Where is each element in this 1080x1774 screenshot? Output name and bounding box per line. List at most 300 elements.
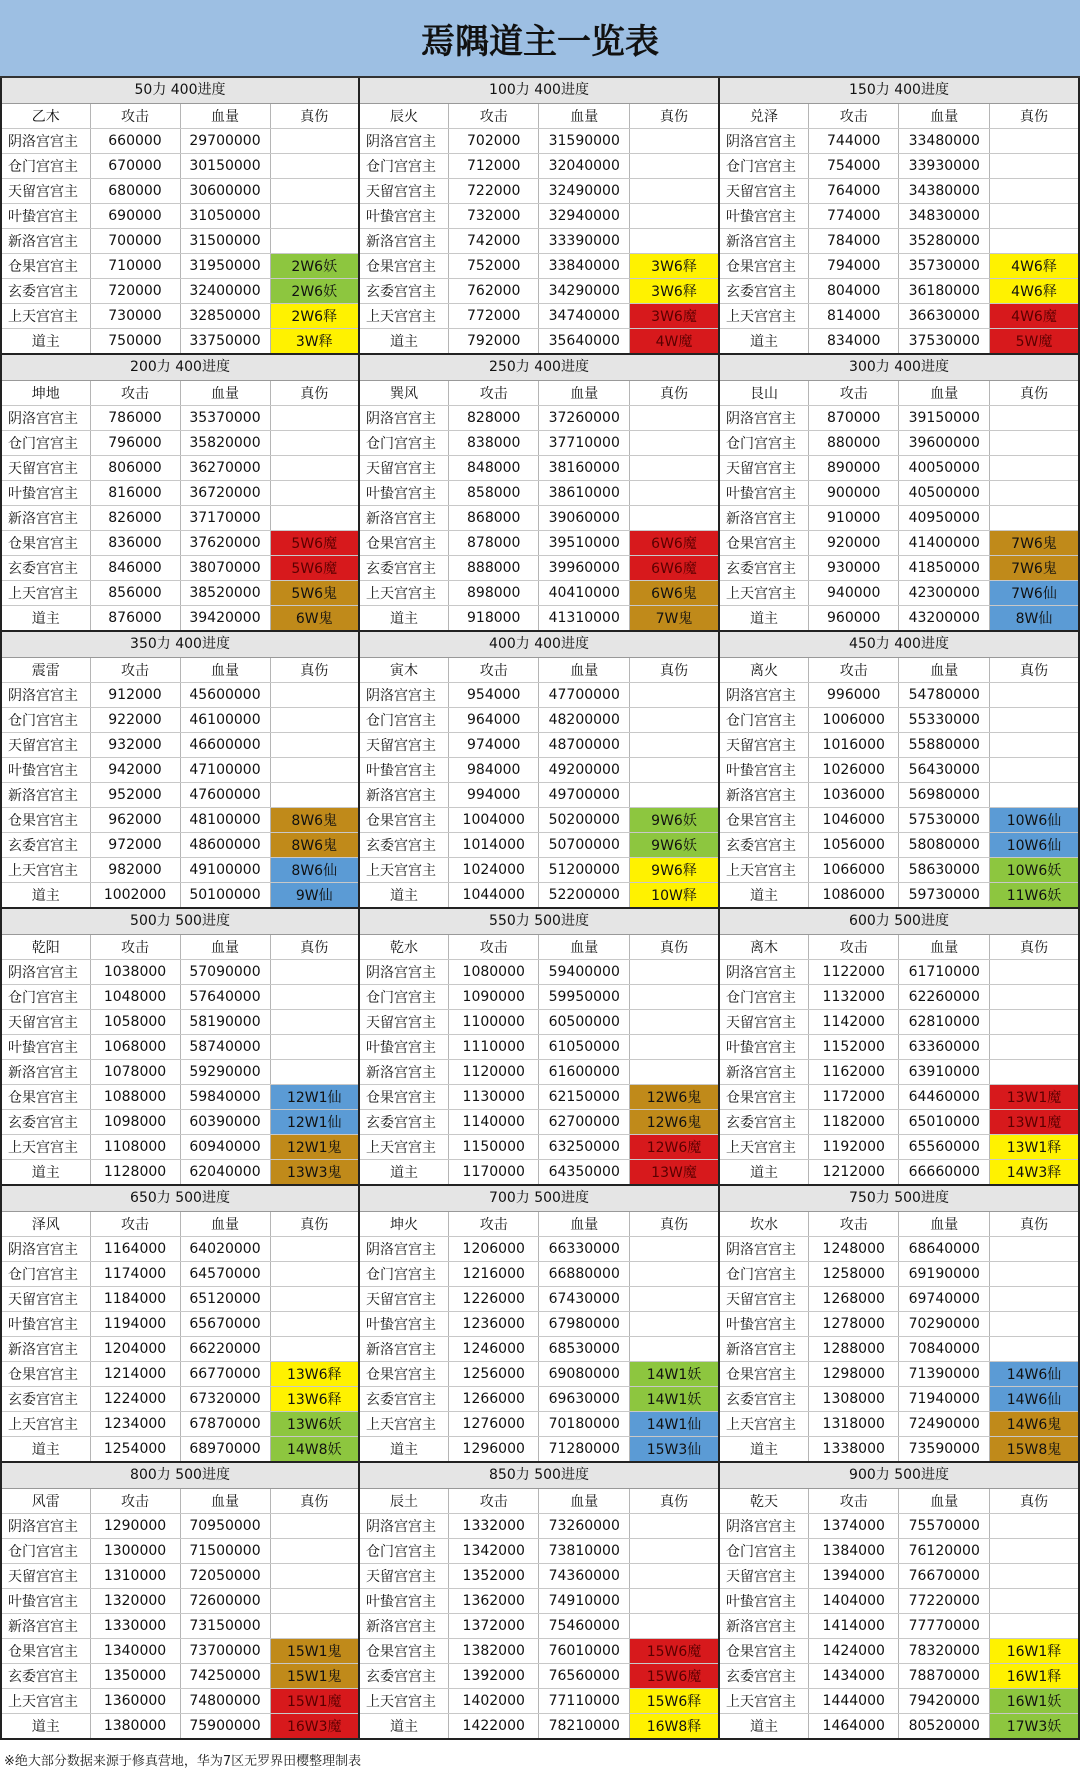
table-row bbox=[720, 1262, 1078, 1287]
hp-cell: 36720000 bbox=[180, 481, 270, 506]
attack-cell: 722000 bbox=[448, 179, 539, 204]
hp-cell: 73810000 bbox=[539, 1539, 630, 1564]
attack-cell: 930000 bbox=[808, 556, 899, 581]
palace-name-cell: 新洛宫宫主 bbox=[720, 1614, 808, 1639]
true-damage-cell: 2W6妖 bbox=[270, 254, 358, 279]
attack-cell: 1170000 bbox=[448, 1160, 539, 1185]
table-row bbox=[360, 783, 718, 808]
true-damage-cell bbox=[270, 1312, 358, 1337]
table-row bbox=[360, 960, 718, 985]
table-row bbox=[2, 808, 358, 833]
palace-name-cell: 上天宫宫主 bbox=[360, 1689, 448, 1714]
palace-name-cell: 玄委宫宫主 bbox=[2, 279, 90, 304]
hp-cell: 74360000 bbox=[539, 1564, 630, 1589]
true-damage-header: 真伤 bbox=[989, 658, 1078, 683]
hp-cell: 73260000 bbox=[539, 1514, 630, 1539]
palace-name-cell: 新洛宫宫主 bbox=[360, 229, 448, 254]
attack-cell: 1382000 bbox=[448, 1639, 539, 1664]
true-damage-cell bbox=[629, 758, 718, 783]
true-damage-cell bbox=[989, 1035, 1078, 1060]
table-row bbox=[2, 254, 358, 279]
table-row bbox=[2, 556, 358, 581]
hp-cell: 73700000 bbox=[180, 1639, 270, 1664]
true-damage-cell: 13W1魔 bbox=[989, 1110, 1078, 1135]
true-damage-cell: 12W6魔 bbox=[629, 1135, 718, 1160]
palace-name-cell: 天留宫宫主 bbox=[360, 1564, 448, 1589]
boss-block bbox=[720, 78, 1080, 355]
hp-cell: 36630000 bbox=[899, 304, 990, 329]
hp-cell: 35640000 bbox=[539, 329, 630, 354]
table-row bbox=[2, 1010, 358, 1035]
palace-name-cell: 道主 bbox=[720, 606, 808, 631]
palace-name-cell: 玄委宫宫主 bbox=[2, 1387, 90, 1412]
table-row bbox=[360, 1287, 718, 1312]
palace-name-cell: 阴洛宫宫主 bbox=[360, 960, 448, 985]
true-damage-cell bbox=[989, 960, 1078, 985]
attack-cell: 994000 bbox=[448, 783, 539, 808]
true-damage-cell: 10W释 bbox=[629, 883, 718, 908]
attack-cell: 1128000 bbox=[90, 1160, 180, 1185]
table-row bbox=[720, 129, 1078, 154]
attack-cell: 1024000 bbox=[448, 858, 539, 883]
boss-stats-table bbox=[2, 658, 358, 907]
true-damage-cell bbox=[270, 683, 358, 708]
attack-cell: 1320000 bbox=[90, 1589, 180, 1614]
attack-cell: 772000 bbox=[448, 304, 539, 329]
hp-cell: 59400000 bbox=[539, 960, 630, 985]
table-header-row bbox=[720, 104, 1078, 129]
attack-cell: 1142000 bbox=[808, 1010, 899, 1035]
table-row bbox=[360, 833, 718, 858]
table-row bbox=[360, 304, 718, 329]
table-row bbox=[360, 431, 718, 456]
palace-name-cell: 天留宫宫主 bbox=[720, 1010, 808, 1035]
hp-cell: 36270000 bbox=[180, 456, 270, 481]
true-damage-cell bbox=[629, 1287, 718, 1312]
palace-name-cell: 阴洛宫宫主 bbox=[2, 1514, 90, 1539]
palace-name-cell: 仓门宫宫主 bbox=[2, 1262, 90, 1287]
table-header-row bbox=[720, 381, 1078, 406]
attack-cell: 1036000 bbox=[808, 783, 899, 808]
true-damage-cell bbox=[270, 154, 358, 179]
hp-cell: 67870000 bbox=[180, 1412, 270, 1437]
table-row bbox=[2, 708, 358, 733]
table-row bbox=[360, 1010, 718, 1035]
boss-block bbox=[360, 909, 720, 1186]
attack-cell: 1088000 bbox=[90, 1085, 180, 1110]
attack-cell: 792000 bbox=[448, 329, 539, 354]
boss-block bbox=[720, 355, 1080, 632]
element-name-header: 离火 bbox=[720, 658, 808, 683]
hp-cell: 57640000 bbox=[180, 985, 270, 1010]
true-damage-cell: 5W6魔 bbox=[270, 556, 358, 581]
element-name-header: 兑泽 bbox=[720, 104, 808, 129]
palace-name-cell: 叶蛰宫宫主 bbox=[2, 758, 90, 783]
table-row bbox=[2, 1035, 358, 1060]
block-header: 350力 400进度 bbox=[2, 632, 358, 658]
block-header: 50力 400进度 bbox=[2, 78, 358, 104]
true-damage-cell bbox=[989, 481, 1078, 506]
palace-name-cell: 新洛宫宫主 bbox=[360, 506, 448, 531]
palace-name-cell: 上天宫宫主 bbox=[360, 581, 448, 606]
hp-cell: 62700000 bbox=[539, 1110, 630, 1135]
table-row bbox=[360, 808, 718, 833]
attack-cell: 1120000 bbox=[448, 1060, 539, 1085]
hp-cell: 41400000 bbox=[899, 531, 990, 556]
element-name-header: 风雷 bbox=[2, 1489, 90, 1514]
table-row bbox=[360, 1085, 718, 1110]
boss-stats-table bbox=[360, 381, 718, 630]
hp-cell: 32400000 bbox=[180, 279, 270, 304]
attack-cell: 876000 bbox=[90, 606, 180, 631]
block-header: 200力 400进度 bbox=[2, 355, 358, 381]
true-damage-cell bbox=[629, 1262, 718, 1287]
true-damage-cell bbox=[989, 406, 1078, 431]
table-row bbox=[360, 1564, 718, 1589]
attack-cell: 1090000 bbox=[448, 985, 539, 1010]
palace-name-cell: 新洛宫宫主 bbox=[720, 783, 808, 808]
attack-cell: 702000 bbox=[448, 129, 539, 154]
hp-cell: 70290000 bbox=[899, 1312, 990, 1337]
table-row bbox=[2, 833, 358, 858]
attack-cell: 1338000 bbox=[808, 1437, 899, 1462]
true-damage-cell: 13W6释 bbox=[270, 1387, 358, 1412]
hp-cell: 60940000 bbox=[180, 1135, 270, 1160]
hp-cell: 49700000 bbox=[539, 783, 630, 808]
attack-cell: 846000 bbox=[90, 556, 180, 581]
hp-cell: 66660000 bbox=[899, 1160, 990, 1185]
true-damage-cell bbox=[270, 431, 358, 456]
palace-name-cell: 叶蛰宫宫主 bbox=[360, 481, 448, 506]
element-name-header: 辰火 bbox=[360, 104, 448, 129]
boss-stats-table bbox=[2, 935, 358, 1184]
block-header: 500力 500进度 bbox=[2, 909, 358, 935]
attack-cell: 1362000 bbox=[448, 1589, 539, 1614]
block-header: 150力 400进度 bbox=[720, 78, 1078, 104]
palace-name-cell: 玄委宫宫主 bbox=[360, 279, 448, 304]
palace-name-cell: 仓果宫宫主 bbox=[720, 1362, 808, 1387]
true-damage-cell bbox=[629, 1337, 718, 1362]
attack-cell: 710000 bbox=[90, 254, 180, 279]
table-row bbox=[720, 883, 1078, 908]
attack-header: 攻击 bbox=[808, 104, 899, 129]
true-damage-cell bbox=[270, 1010, 358, 1035]
true-damage-cell: 12W6鬼 bbox=[629, 1110, 718, 1135]
table-row bbox=[720, 1564, 1078, 1589]
table-row bbox=[360, 329, 718, 354]
palace-name-cell: 天留宫宫主 bbox=[2, 1287, 90, 1312]
palace-name-cell: 叶蛰宫宫主 bbox=[720, 1589, 808, 1614]
table-row bbox=[2, 606, 358, 631]
attack-cell: 1298000 bbox=[808, 1362, 899, 1387]
palace-name-cell: 阴洛宫宫主 bbox=[2, 406, 90, 431]
true-damage-cell bbox=[270, 204, 358, 229]
boss-stats-table bbox=[720, 658, 1078, 907]
true-damage-header: 真伤 bbox=[629, 1489, 718, 1514]
true-damage-cell: 16W8释 bbox=[629, 1714, 718, 1739]
attack-cell: 1056000 bbox=[808, 833, 899, 858]
true-damage-cell: 13W魔 bbox=[629, 1160, 718, 1185]
attack-cell: 960000 bbox=[808, 606, 899, 631]
palace-name-cell: 天留宫宫主 bbox=[2, 179, 90, 204]
palace-name-cell: 叶蛰宫宫主 bbox=[360, 1312, 448, 1337]
true-damage-cell bbox=[989, 783, 1078, 808]
element-name-header: 艮山 bbox=[720, 381, 808, 406]
true-damage-cell bbox=[270, 1564, 358, 1589]
attack-cell: 922000 bbox=[90, 708, 180, 733]
attack-cell: 1046000 bbox=[808, 808, 899, 833]
hp-cell: 78870000 bbox=[899, 1664, 990, 1689]
palace-name-cell: 新洛宫宫主 bbox=[2, 1614, 90, 1639]
palace-name-cell: 上天宫宫主 bbox=[2, 1689, 90, 1714]
palace-name-cell: 仓果宫宫主 bbox=[360, 1639, 448, 1664]
true-damage-cell: 14W1妖 bbox=[629, 1387, 718, 1412]
table-row bbox=[720, 279, 1078, 304]
hp-cell: 73590000 bbox=[899, 1437, 990, 1462]
attack-cell: 794000 bbox=[808, 254, 899, 279]
palace-name-cell: 新洛宫宫主 bbox=[720, 229, 808, 254]
table-header-row bbox=[2, 1212, 358, 1237]
true-damage-cell: 16W1释 bbox=[989, 1664, 1078, 1689]
palace-name-cell: 天留宫宫主 bbox=[720, 733, 808, 758]
attack-header: 攻击 bbox=[448, 1212, 539, 1237]
palace-name-cell: 新洛宫宫主 bbox=[720, 506, 808, 531]
attack-header: 攻击 bbox=[448, 381, 539, 406]
table-header-row bbox=[360, 1212, 718, 1237]
hp-cell: 70840000 bbox=[899, 1337, 990, 1362]
table-row bbox=[360, 129, 718, 154]
block-row bbox=[0, 1463, 1080, 1740]
attack-cell: 962000 bbox=[90, 808, 180, 833]
attack-cell: 964000 bbox=[448, 708, 539, 733]
table-row bbox=[720, 456, 1078, 481]
palace-name-cell: 仓门宫宫主 bbox=[720, 985, 808, 1010]
table-row bbox=[360, 1412, 718, 1437]
hp-header: 血量 bbox=[899, 1212, 990, 1237]
attack-cell: 1212000 bbox=[808, 1160, 899, 1185]
table-row bbox=[360, 1437, 718, 1462]
palace-name-cell: 道主 bbox=[720, 1714, 808, 1739]
palace-name-cell: 阴洛宫宫主 bbox=[2, 129, 90, 154]
attack-cell: 834000 bbox=[808, 329, 899, 354]
palace-name-cell: 天留宫宫主 bbox=[720, 456, 808, 481]
attack-cell: 1048000 bbox=[90, 985, 180, 1010]
hp-cell: 67320000 bbox=[180, 1387, 270, 1412]
true-damage-cell: 12W1仙 bbox=[270, 1085, 358, 1110]
hp-cell: 57530000 bbox=[899, 808, 990, 833]
true-damage-cell: 2W6妖 bbox=[270, 279, 358, 304]
attack-cell: 1068000 bbox=[90, 1035, 180, 1060]
palace-name-cell: 上天宫宫主 bbox=[2, 581, 90, 606]
palace-name-cell: 仓果宫宫主 bbox=[360, 254, 448, 279]
true-damage-cell bbox=[989, 1060, 1078, 1085]
palace-name-cell: 仓门宫宫主 bbox=[360, 1539, 448, 1564]
true-damage-cell bbox=[270, 229, 358, 254]
table-row bbox=[2, 1412, 358, 1437]
true-damage-cell: 15W6释 bbox=[629, 1689, 718, 1714]
true-damage-cell bbox=[989, 708, 1078, 733]
hp-cell: 64460000 bbox=[899, 1085, 990, 1110]
true-damage-cell: 14W6仙 bbox=[989, 1362, 1078, 1387]
hp-cell: 32940000 bbox=[539, 204, 630, 229]
table-row bbox=[720, 683, 1078, 708]
true-damage-cell bbox=[270, 1262, 358, 1287]
table-row bbox=[2, 1387, 358, 1412]
hp-cell: 33750000 bbox=[180, 329, 270, 354]
attack-cell: 1016000 bbox=[808, 733, 899, 758]
true-damage-cell: 9W6妖 bbox=[629, 833, 718, 858]
true-damage-cell bbox=[629, 1589, 718, 1614]
true-damage-cell bbox=[989, 179, 1078, 204]
attack-cell: 880000 bbox=[808, 431, 899, 456]
palace-name-cell: 阴洛宫宫主 bbox=[2, 683, 90, 708]
attack-cell: 838000 bbox=[448, 431, 539, 456]
table-row bbox=[2, 1110, 358, 1135]
table-row bbox=[720, 1060, 1078, 1085]
true-damage-header: 真伤 bbox=[270, 658, 358, 683]
boss-block bbox=[720, 632, 1080, 909]
table-row bbox=[720, 1337, 1078, 1362]
attack-header: 攻击 bbox=[448, 935, 539, 960]
hp-cell: 40500000 bbox=[899, 481, 990, 506]
attack-cell: 826000 bbox=[90, 506, 180, 531]
hp-cell: 67430000 bbox=[539, 1287, 630, 1312]
block-row bbox=[0, 632, 1080, 909]
true-damage-cell: 15W1鬼 bbox=[270, 1664, 358, 1689]
hp-cell: 39150000 bbox=[899, 406, 990, 431]
table-row bbox=[720, 204, 1078, 229]
block-header: 900力 500进度 bbox=[720, 1463, 1078, 1489]
palace-name-cell: 仓果宫宫主 bbox=[2, 1362, 90, 1387]
attack-cell: 1182000 bbox=[808, 1110, 899, 1135]
table-row bbox=[720, 254, 1078, 279]
hp-cell: 74800000 bbox=[180, 1689, 270, 1714]
table-row bbox=[360, 556, 718, 581]
table-row bbox=[720, 1085, 1078, 1110]
palace-name-cell: 仓果宫宫主 bbox=[720, 1639, 808, 1664]
attack-cell: 1352000 bbox=[448, 1564, 539, 1589]
boss-block bbox=[360, 355, 720, 632]
palace-name-cell: 玄委宫宫主 bbox=[360, 833, 448, 858]
true-damage-cell bbox=[989, 683, 1078, 708]
table-row bbox=[720, 229, 1078, 254]
palace-name-cell: 仓果宫宫主 bbox=[360, 1362, 448, 1387]
true-damage-cell: 4W6释 bbox=[989, 279, 1078, 304]
palace-name-cell: 叶蛰宫宫主 bbox=[720, 204, 808, 229]
true-damage-cell: 5W6魔 bbox=[270, 531, 358, 556]
hp-cell: 61600000 bbox=[539, 1060, 630, 1085]
palace-name-cell: 天留宫宫主 bbox=[720, 1287, 808, 1312]
attack-cell: 1234000 bbox=[90, 1412, 180, 1437]
table-row bbox=[2, 304, 358, 329]
palace-name-cell: 玄委宫宫主 bbox=[360, 1387, 448, 1412]
hp-cell: 66770000 bbox=[180, 1362, 270, 1387]
palace-name-cell: 道主 bbox=[720, 329, 808, 354]
attack-cell: 680000 bbox=[90, 179, 180, 204]
palace-name-cell: 新洛宫宫主 bbox=[720, 1337, 808, 1362]
block-header: 250力 400进度 bbox=[360, 355, 718, 381]
hp-header: 血量 bbox=[180, 935, 270, 960]
boss-stats-table bbox=[2, 1212, 358, 1461]
boss-block bbox=[720, 1186, 1080, 1463]
palace-name-cell: 仓果宫宫主 bbox=[2, 1639, 90, 1664]
table-row bbox=[2, 431, 358, 456]
table-row bbox=[360, 683, 718, 708]
attack-header: 攻击 bbox=[448, 104, 539, 129]
element-name-header: 乾天 bbox=[720, 1489, 808, 1514]
boss-stats-table bbox=[2, 1489, 358, 1738]
palace-name-cell: 仓门宫宫主 bbox=[2, 985, 90, 1010]
true-damage-cell bbox=[629, 708, 718, 733]
true-damage-cell: 3W释 bbox=[270, 329, 358, 354]
hp-cell: 51200000 bbox=[539, 858, 630, 883]
attack-cell: 1380000 bbox=[90, 1714, 180, 1739]
hp-cell: 68970000 bbox=[180, 1437, 270, 1462]
hp-cell: 54780000 bbox=[899, 683, 990, 708]
table-row bbox=[360, 1060, 718, 1085]
true-damage-cell bbox=[989, 1237, 1078, 1262]
boss-block bbox=[0, 1186, 360, 1463]
hp-cell: 50100000 bbox=[180, 883, 270, 908]
boss-stats-table bbox=[720, 1212, 1078, 1461]
palace-name-cell: 叶蛰宫宫主 bbox=[720, 481, 808, 506]
attack-cell: 920000 bbox=[808, 531, 899, 556]
palace-name-cell: 天留宫宫主 bbox=[2, 1010, 90, 1035]
hp-header: 血量 bbox=[180, 1212, 270, 1237]
attack-cell: 764000 bbox=[808, 179, 899, 204]
hp-cell: 48100000 bbox=[180, 808, 270, 833]
palace-name-cell: 道主 bbox=[360, 1160, 448, 1185]
attack-cell: 1310000 bbox=[90, 1564, 180, 1589]
attack-cell: 1296000 bbox=[448, 1437, 539, 1462]
hp-cell: 75460000 bbox=[539, 1614, 630, 1639]
table-row bbox=[2, 985, 358, 1010]
table-row bbox=[720, 1160, 1078, 1185]
palace-name-cell: 仓果宫宫主 bbox=[360, 1085, 448, 1110]
attack-cell: 1308000 bbox=[808, 1387, 899, 1412]
table-row bbox=[2, 1639, 358, 1664]
attack-cell: 878000 bbox=[448, 531, 539, 556]
true-damage-cell bbox=[270, 1287, 358, 1312]
palace-name-cell: 阴洛宫宫主 bbox=[2, 1237, 90, 1262]
palace-name-cell: 天留宫宫主 bbox=[2, 1564, 90, 1589]
hp-cell: 71390000 bbox=[899, 1362, 990, 1387]
attack-cell: 1424000 bbox=[808, 1639, 899, 1664]
attack-cell: 858000 bbox=[448, 481, 539, 506]
attack-cell: 1318000 bbox=[808, 1412, 899, 1437]
attack-cell: 1444000 bbox=[808, 1689, 899, 1714]
attack-cell: 774000 bbox=[808, 204, 899, 229]
true-damage-cell: 2W6释 bbox=[270, 304, 358, 329]
attack-cell: 1174000 bbox=[90, 1262, 180, 1287]
attack-cell: 1404000 bbox=[808, 1589, 899, 1614]
attack-cell: 1464000 bbox=[808, 1714, 899, 1739]
true-damage-header: 真伤 bbox=[629, 658, 718, 683]
attack-cell: 1110000 bbox=[448, 1035, 539, 1060]
attack-cell: 942000 bbox=[90, 758, 180, 783]
attack-cell: 1122000 bbox=[808, 960, 899, 985]
attack-cell: 1058000 bbox=[90, 1010, 180, 1035]
palace-name-cell: 道主 bbox=[360, 606, 448, 631]
true-damage-cell: 12W6鬼 bbox=[629, 1085, 718, 1110]
true-damage-cell bbox=[629, 204, 718, 229]
attack-cell: 754000 bbox=[808, 154, 899, 179]
palace-name-cell: 玄委宫宫主 bbox=[360, 1110, 448, 1135]
palace-name-cell: 上天宫宫主 bbox=[2, 858, 90, 883]
boss-block bbox=[0, 78, 360, 355]
true-damage-cell: 13W6释 bbox=[270, 1362, 358, 1387]
palace-name-cell: 叶蛰宫宫主 bbox=[720, 1312, 808, 1337]
